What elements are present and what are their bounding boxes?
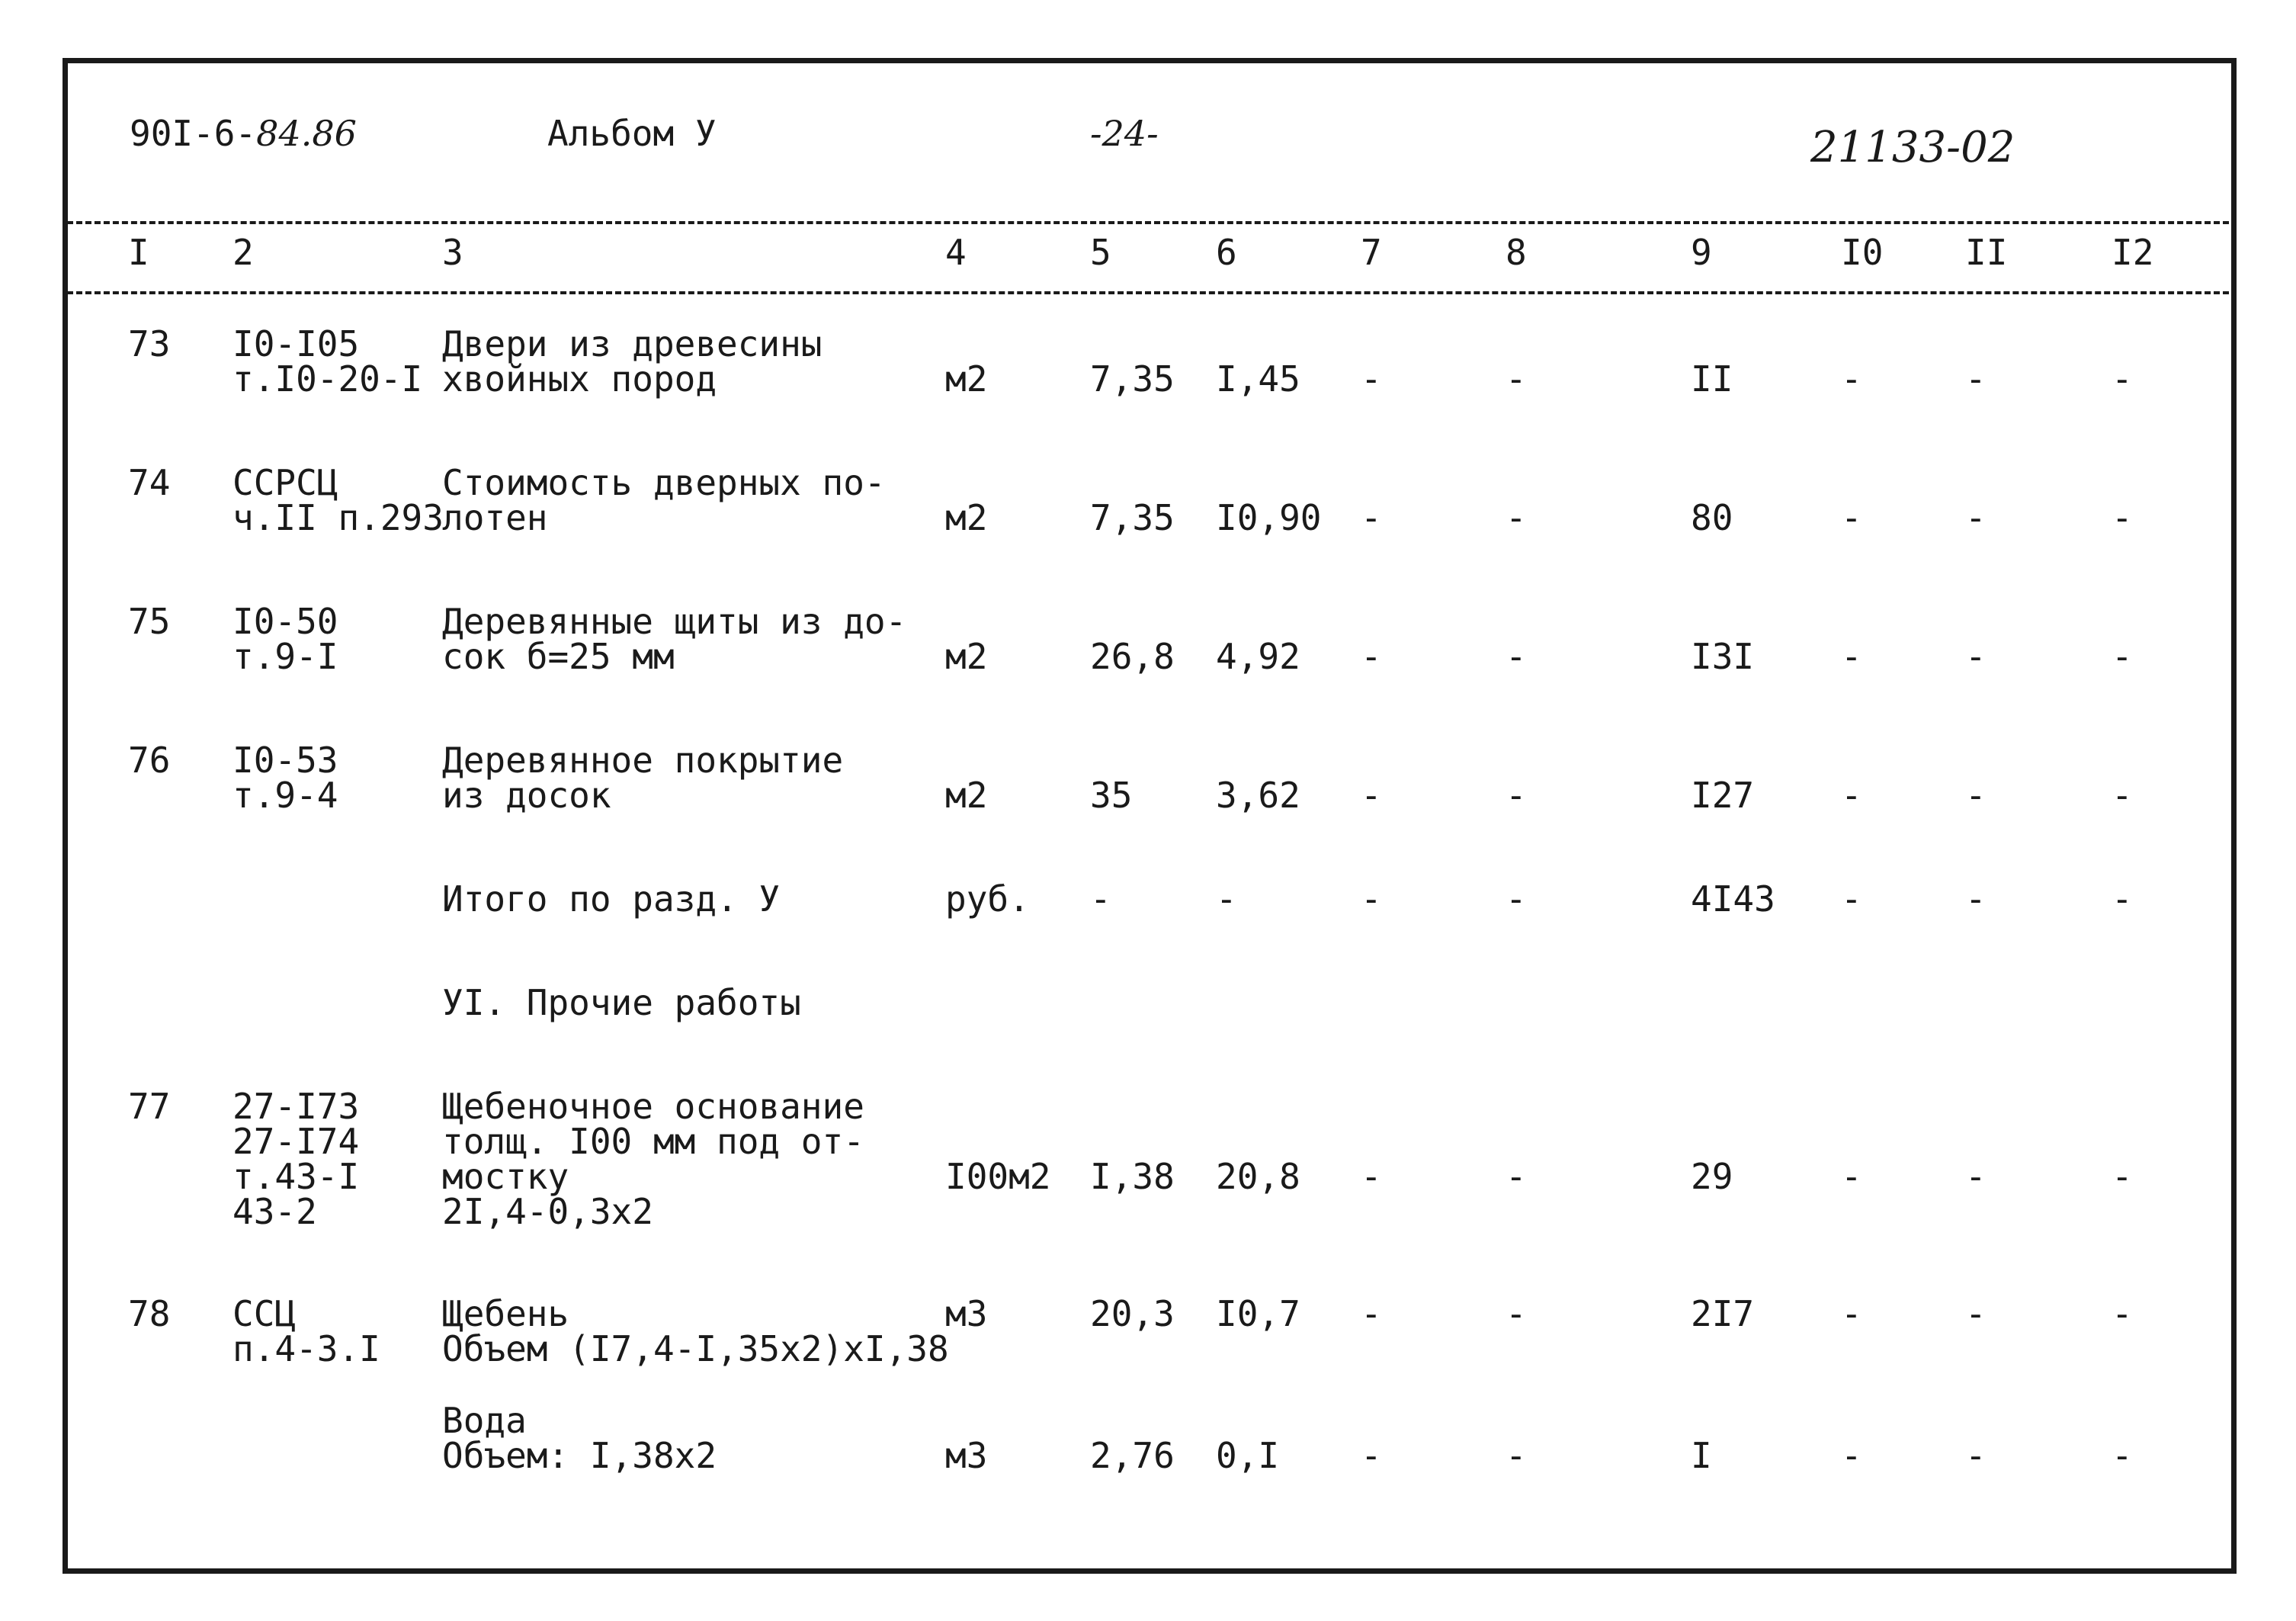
unit: м2: [945, 358, 988, 400]
description: Итого по разд. У: [442, 878, 781, 920]
quantity: 2,76: [1090, 1435, 1175, 1476]
unit-price: I0,90: [1216, 497, 1322, 538]
header-rule-bottom: [67, 291, 2229, 294]
document-number: 21133-02: [1810, 123, 2015, 172]
total: I27: [1691, 775, 1755, 816]
total: II: [1691, 358, 1733, 400]
col-11: -: [1965, 497, 1987, 538]
column-header-7: 7: [1361, 232, 1382, 273]
unit-price: 4,92: [1216, 636, 1300, 677]
col-8: -: [1506, 636, 1527, 677]
col-12: -: [2112, 1435, 2133, 1476]
norm-code: ССЦ п.4-3.I: [232, 1293, 380, 1369]
column-header-10: I0: [1841, 232, 1884, 273]
unit: м3: [945, 1293, 988, 1334]
col-12: -: [2112, 1293, 2133, 1334]
column-header-12: I2: [2112, 232, 2154, 273]
unit-price: I,45: [1216, 358, 1300, 400]
col-12: -: [2112, 878, 2133, 920]
series-number: [130, 113, 357, 154]
col-7: -: [1361, 878, 1382, 920]
total: I3I: [1691, 636, 1755, 677]
quantity: I,38: [1090, 1156, 1175, 1197]
unit: м2: [945, 636, 988, 677]
description: Щебеночное основание толщ. I00 мм под от- мостку 2I,4-0,3х2: [442, 1086, 864, 1232]
total: 2I7: [1691, 1293, 1755, 1334]
column-header-11: II: [1965, 232, 2008, 273]
col-7: -: [1361, 775, 1382, 816]
total: I: [1691, 1435, 1712, 1476]
unit: м3: [945, 1435, 988, 1476]
total: 4I43: [1691, 878, 1775, 920]
unit-price: -: [1216, 878, 1237, 920]
unit: I00м2: [945, 1156, 1051, 1197]
total: 80: [1691, 497, 1733, 538]
col-10: -: [1841, 1435, 1862, 1476]
norm-code: I0-I05 т.I0-20-I: [232, 323, 423, 400]
col-7: -: [1361, 1293, 1382, 1334]
col-7: -: [1361, 358, 1382, 400]
quantity: 20,3: [1090, 1293, 1175, 1334]
col-10: -: [1841, 1156, 1862, 1197]
col-11: -: [1965, 1293, 1987, 1334]
col-8: -: [1506, 775, 1527, 816]
col-12: -: [2112, 1156, 2133, 1197]
col-11: -: [1965, 1156, 1987, 1197]
column-header-6: 6: [1216, 232, 1237, 273]
page-number: -24-: [1090, 113, 1159, 154]
description: Стоимость дверных по- лотен: [442, 462, 886, 538]
page-frame: [63, 58, 2237, 1574]
column-header-1: I: [128, 232, 149, 273]
col-12: -: [2112, 775, 2133, 816]
row-number: 77: [128, 1086, 171, 1127]
col-11: -: [1965, 775, 1987, 816]
description: Деревянное покрытие из досок: [442, 740, 844, 816]
unit-price: 20,8: [1216, 1156, 1300, 1197]
description: Деревянные щиты из до- сок б=25 мм: [442, 601, 907, 677]
description: Щебень Объем (I7,4-I,35х2)хI,38: [442, 1293, 949, 1369]
quantity: 26,8: [1090, 636, 1175, 677]
col-11: -: [1965, 358, 1987, 400]
col-8: -: [1506, 1293, 1527, 1334]
column-header-8: 8: [1506, 232, 1527, 273]
col-12: -: [2112, 358, 2133, 400]
column-header-9: 9: [1691, 232, 1712, 273]
unit-price: 3,62: [1216, 775, 1300, 816]
unit: руб.: [945, 878, 1030, 920]
norm-code: ССРСЦ ч.II п.293: [232, 462, 444, 538]
col-10: -: [1841, 1293, 1862, 1334]
col-8: -: [1506, 358, 1527, 400]
column-header-4: 4: [945, 232, 967, 273]
norm-code: I0-53 т.9-4: [232, 740, 338, 816]
row-number: 74: [128, 462, 171, 503]
norm-code: 27-I73 27-I74 т.43-I 43-2: [232, 1086, 360, 1232]
column-header-2: 2: [232, 232, 254, 273]
unit: м2: [945, 497, 988, 538]
col-10: -: [1841, 636, 1862, 677]
col-10: -: [1841, 497, 1862, 538]
col-12: -: [2112, 636, 2133, 677]
col-11: -: [1965, 878, 1987, 920]
description: Двери из древесины хвойных пород: [442, 323, 823, 400]
col-7: -: [1361, 636, 1382, 677]
row-number: 78: [128, 1293, 171, 1334]
col-8: -: [1506, 497, 1527, 538]
col-7: -: [1361, 497, 1382, 538]
row-number: 75: [128, 601, 171, 642]
col-8: -: [1506, 1156, 1527, 1197]
quantity: 35: [1090, 775, 1133, 816]
series-handwritten: 84.86: [256, 113, 357, 154]
column-header-5: 5: [1090, 232, 1111, 273]
column-header-3: 3: [442, 232, 463, 273]
quantity: -: [1090, 878, 1111, 920]
album-label: Альбом У: [547, 113, 717, 154]
norm-code: I0-50 т.9-I: [232, 601, 338, 677]
quantity: 7,35: [1090, 358, 1175, 400]
total: 29: [1691, 1156, 1733, 1197]
col-10: -: [1841, 878, 1862, 920]
description: УI. Прочие работы: [442, 982, 801, 1023]
col-11: -: [1965, 636, 1987, 677]
series-prefix: 90I-6-: [130, 113, 257, 154]
col-7: -: [1361, 1435, 1382, 1476]
unit-price: 0,I: [1216, 1435, 1280, 1476]
quantity: 7,35: [1090, 497, 1175, 538]
description: Вода Объем: I,38х2: [442, 1400, 717, 1476]
col-10: -: [1841, 358, 1862, 400]
unit-price: I0,7: [1216, 1293, 1300, 1334]
header-rule-top: [67, 221, 2229, 224]
col-8: -: [1506, 1435, 1527, 1476]
row-number: 76: [128, 740, 171, 781]
unit: м2: [945, 775, 988, 816]
col-8: -: [1506, 878, 1527, 920]
row-number: 73: [128, 323, 171, 364]
col-10: -: [1841, 775, 1862, 816]
col-12: -: [2112, 497, 2133, 538]
col-7: -: [1361, 1156, 1382, 1197]
col-11: -: [1965, 1435, 1987, 1476]
